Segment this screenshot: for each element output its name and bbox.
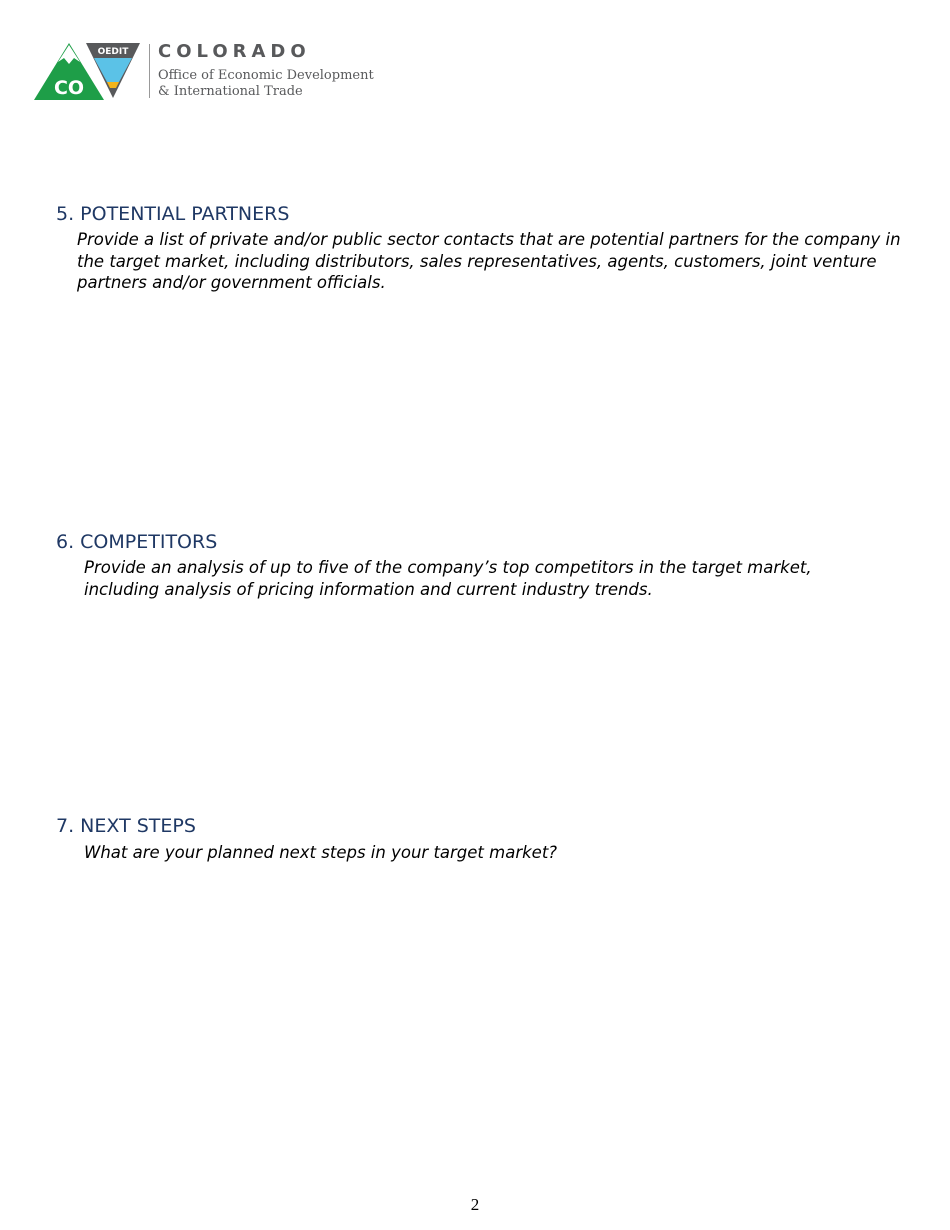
brand-line-1: Office of Economic Development (158, 68, 374, 83)
brand-title: COLORADO (158, 41, 311, 62)
section-text-competitors: Provide an analysis of up to five of the company’s top competitors in the target market, including analysis of pricing information and current industry trends. (84, 558, 812, 599)
section-text-potential-partners: Provide a list of private and/or public sector contacts that are potential partners for the company in the target market, including distributors, sales representatives, agents, customers, joint venture partners and/or government officials. (77, 230, 901, 292)
section-heading-potential-partners: 5. POTENTIAL PARTNERS (56, 203, 290, 225)
section-heading-competitors: 6. COMPETITORS (56, 531, 218, 553)
section-heading-next-steps: 7. NEXT STEPS (56, 815, 196, 837)
brand-text (158, 42, 374, 100)
page-number: 2 (470, 1195, 480, 1214)
brand-line-2: & International Trade (158, 84, 303, 99)
svg-text:OEDIT: OEDIT (97, 47, 129, 57)
section-text-next-steps: What are your planned next steps in your target market? (84, 843, 558, 862)
svg-text:CO: CO (53, 77, 85, 99)
logo-divider (149, 44, 150, 98)
